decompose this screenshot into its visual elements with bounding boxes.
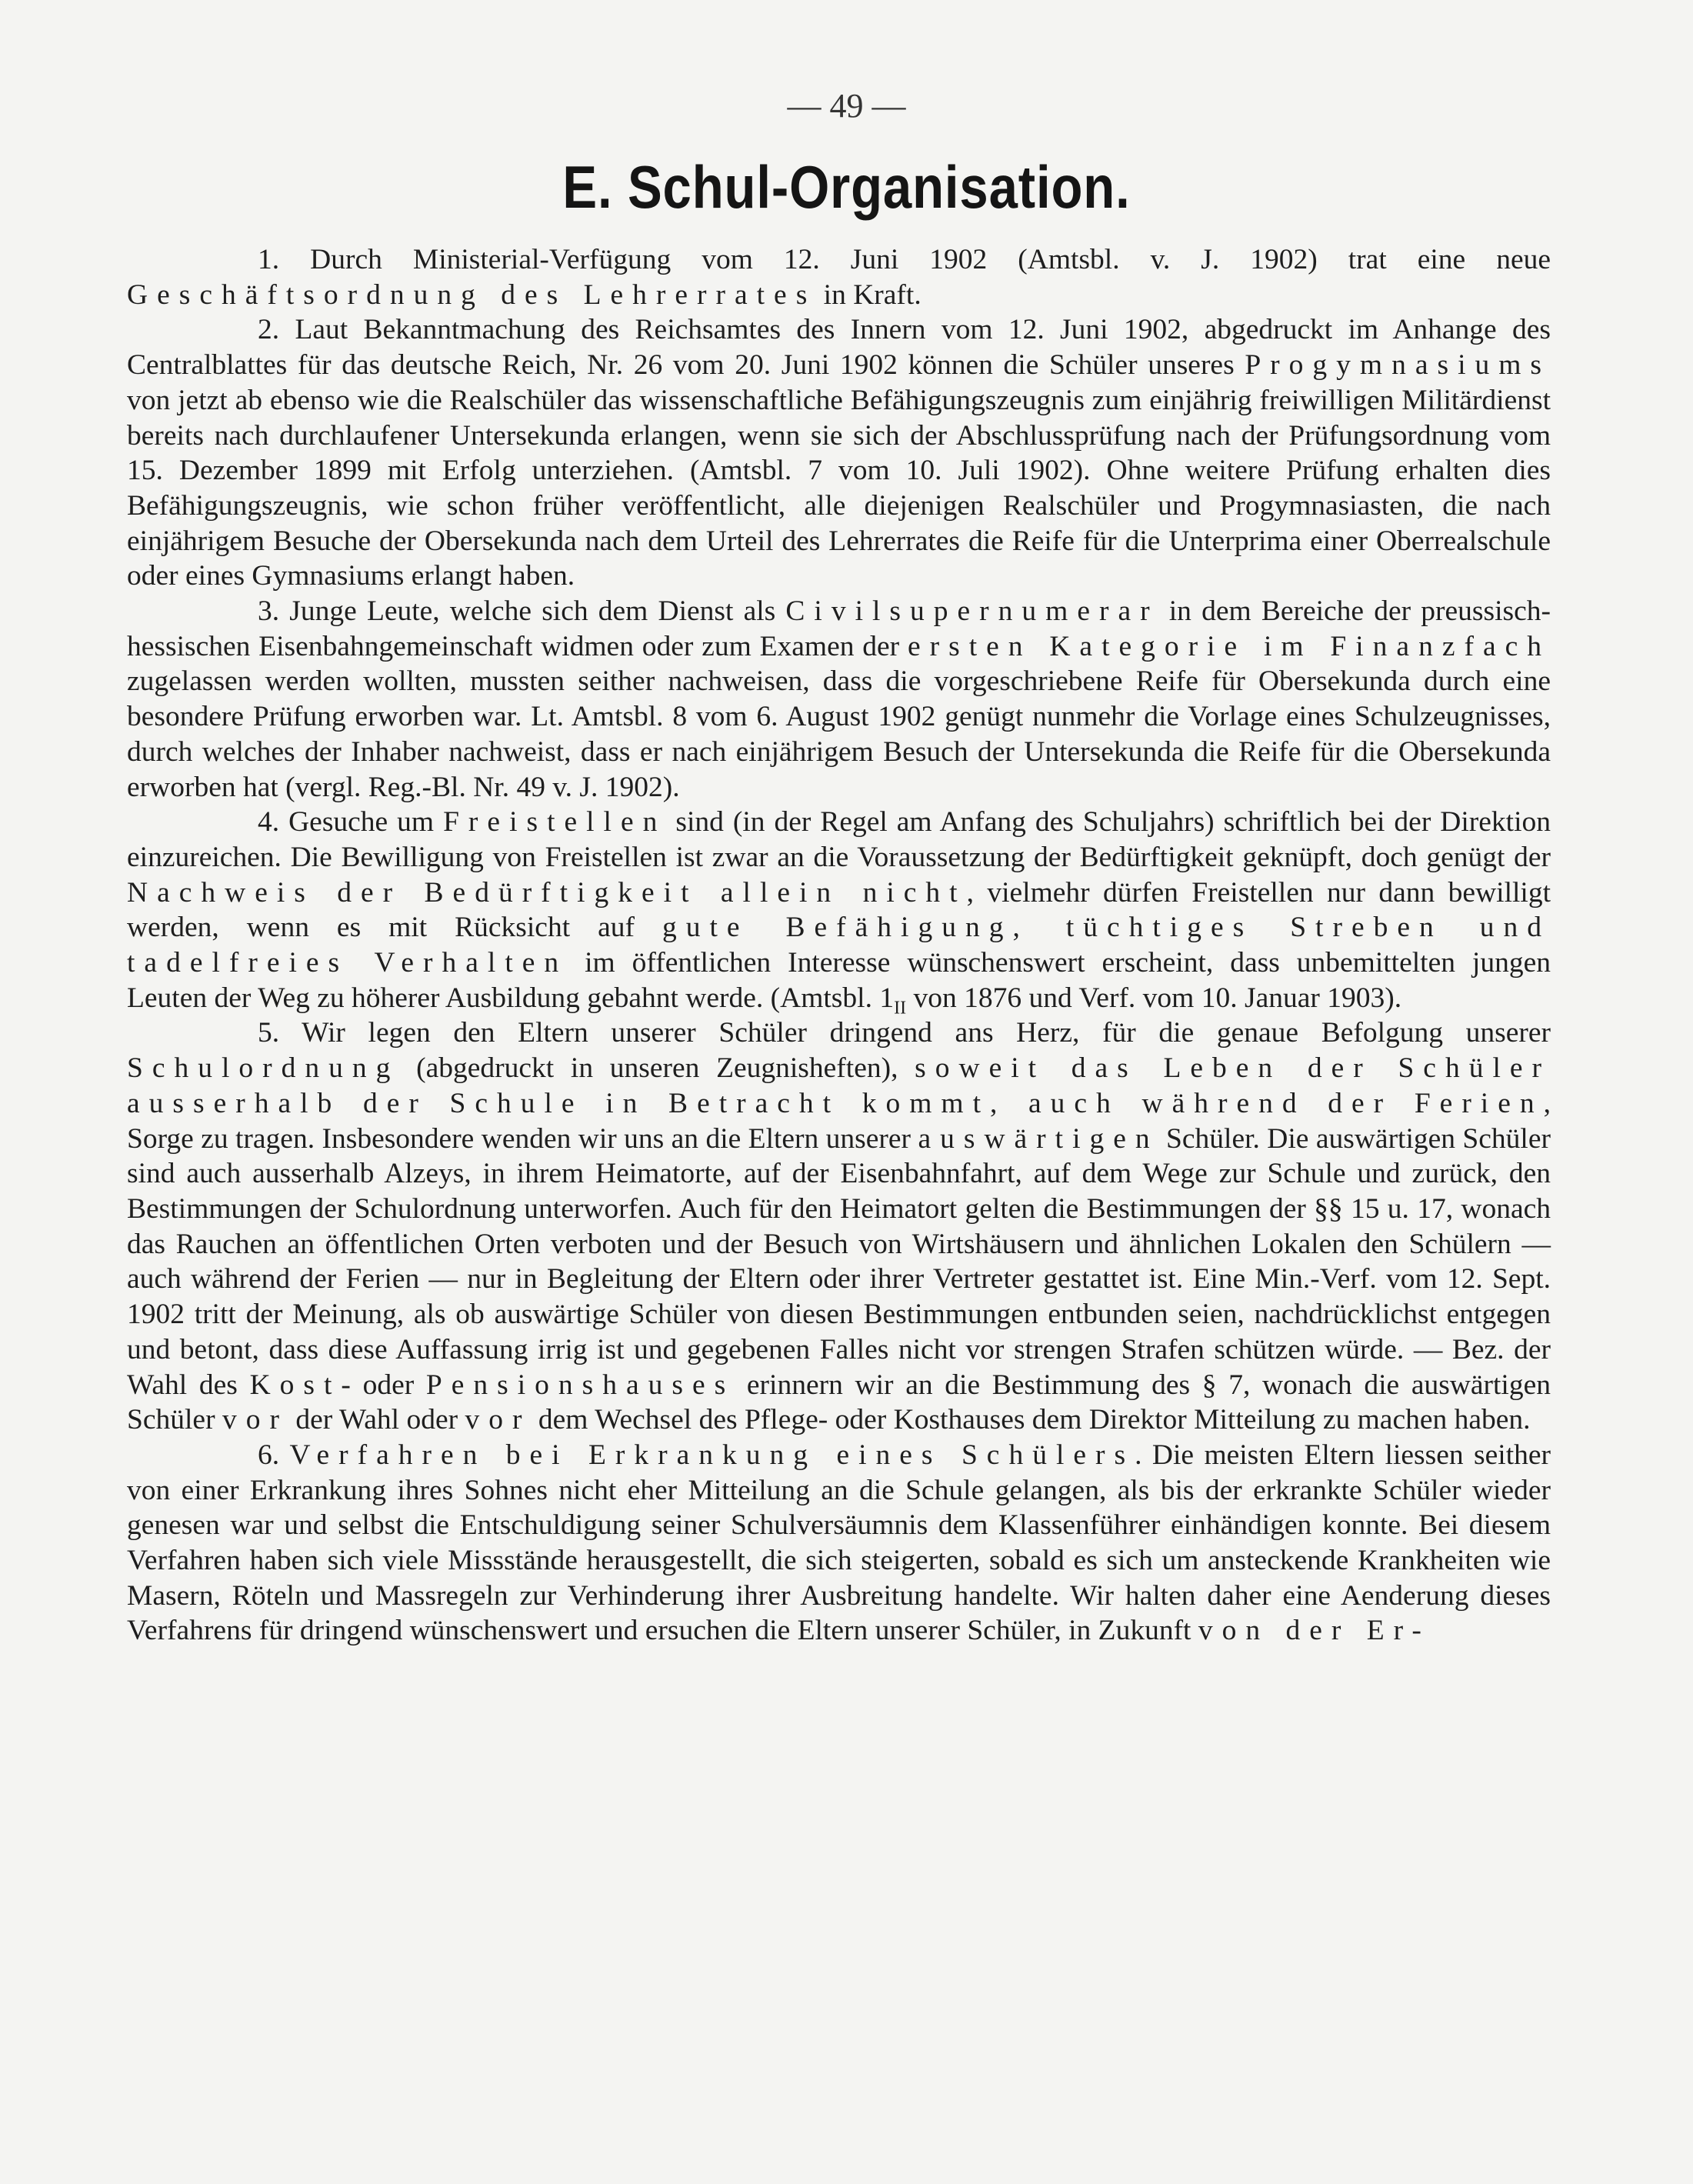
text-run: 4. Gesuche um — [258, 806, 444, 839]
emphasis-text: Verfahren bei Erkrankung eines Schülers — [289, 1439, 1135, 1471]
emphasis-text: soweit das Leben der Schüler ausserhalb der Schule in Betracht kommt, auch während der Ferien — [127, 1052, 1551, 1119]
page-title: E. Schul-Organisation. — [562, 153, 1131, 221]
text-run: von jetzt ab ebenso wie die Realschüler das wissenschaftliche Befähigungszeugnis zum einjährig freiwilligen Militärdienst bereits nach durchlaufener Untersekunda erlangen, wenn sie sich der Abschlussprüfung nach der Prüfungsordnung vom 15. Dezember 1899 mit Erfolg unterziehen. (Amtsbl. 7 vom 10. Juli 1902). Ohne weitere Prüfung erhalten dies Befähigungszeugnis, wie schon früher veröffentlicht, alle diejenigen Realschüler und Progymnasiasten, die nach einjährigem Besuche der Obersekunda nach dem Urteil des Lehrerrates die Reife für die Unterprima einer Oberrealschule oder eines Gymnasiums erlangt haben. — [127, 384, 1551, 592]
text-run: 3. Junge Leute, welche sich dem Dienst als — [258, 595, 786, 628]
emphasis-text: vor — [465, 1404, 532, 1436]
text-run: erinnern wir an die Bestimmung des § 7, wonach die auswärtigen Schüler — [127, 1369, 1551, 1436]
emphasis-text: Progymnasiums — [1245, 349, 1551, 382]
text-run: , vielmehr dürfen Freistellen nur dann bewilligt werden, wenn es mit Rücksicht auf — [127, 876, 1551, 944]
text-run: . Die meisten Eltern liessen seither von einer Erkrankung ihres Sohnes nicht eher Mitteilung an die Schule gelangen, als bis der erkrankte Schüler wieder genesen war und selbst die Entschuldigung seiner Schulversäumnis dem Klassenführer einhändigen konnte. Bei diesem Verfahren haben sich viele Missstände herausgestellt, die sich steigerten, sobald es sich um ansteckende Krankheiten wie Masern, Röteln und Massregeln zur Verhinderung ihrer Ausbreitung handelte. Wir halten daher eine Aenderung dieses Verfahrens für dringend wünschenswert und ersuchen die Eltern unserer Schüler, in Zukunft — [127, 1439, 1551, 1647]
body-text — [127, 242, 1551, 1649]
text-run: Schüler. Die auswärtigen Schüler sind auch ausserhalb Alzeys, in ihrem Heimatorte, auf der Eisenbahnfahrt, auf dem Wege zur Schule und zurück, den Bestimmungen der Schulordnung unterworfen. Auch für den Heimatort gelten die Bestimmungen der §§ 15 u. 17, wonach das Rauchen an öffentlichen Orten verboten und der Besuch von Wirtshäusern und ähnlichen Lokalen den Schülern — auch während der Ferien — nur in Begleitung der Eltern oder ihrer Vertreter gestattet ist. Eine Min.-Verf. vom 12. Sept. 1902 tritt der Meinung, als ob auswärtige Schüler von diesen Bestimmungen entbunden seien, nachdrücklichst entgegen und betont, dass diese Auffassung irrig ist und gegebenen Falles nicht vor strengen Strafen schützen würde. — Bez. der Wahl des — [127, 1122, 1551, 1401]
emphasis-text: von der Er- — [1198, 1615, 1431, 1647]
emphasis-text: vor — [222, 1404, 288, 1436]
page-number: — 49 — — [787, 87, 906, 125]
text-run: 2. Laut Bekanntmachung des Reichsamtes des Innern vom 12. Juni 1902, abgedruckt im Anhange des Centralblattes für das deutsche Reich, Nr. 26 vom 20. Juni 1902 können die Schüler unseres — [127, 314, 1551, 382]
emphasis-text: Nachweis der Bedürftigkeit allein nicht — [127, 876, 967, 909]
subscript-text: II — [894, 998, 907, 1019]
emphasis-text: Pensionshauses — [425, 1369, 735, 1401]
emphasis-text: gute Befähigung, tüchtiges Streben und tadelfreies Verhalten — [127, 912, 1551, 979]
text-run: - oder — [341, 1369, 426, 1401]
text-run: dem Wechsel des Pflege- oder Kosthauses dem Direktor Mitteilung zu machen haben. — [531, 1404, 1531, 1436]
text-run: 5. Wir legen den Eltern unserer Schüler dringend ans Herz, für die genaue Befolgung unserer — [258, 1017, 1551, 1049]
paragraph-4 — [127, 805, 1551, 1019]
text-run: im öffentlichen Interesse wünschenswert erscheint, dass unbemittelten jungen Leuten der Weg zu höherer Ausbildung gebahnt werde. (Amtsbl. 1 — [127, 947, 1551, 1014]
text-run: 1. Durch Ministerial-Verfügung vom 12. Juni 1902 (Amtsbl. v. J. 1902) trat eine neue — [258, 244, 1551, 275]
emphasis-text: Geschäftsordnung des Lehrerrates — [127, 278, 817, 311]
emphasis-text: Schulordnung — [127, 1052, 400, 1085]
text-run: (abgedruckt in unseren Zeugnisheften), — [399, 1052, 915, 1085]
emphasis-text: Freistellen — [443, 806, 667, 839]
emphasis-text: ersten Kategorie im Finanzfach — [907, 630, 1551, 662]
text-run: in Kraft. — [816, 278, 921, 311]
emphasis-text: auswärtigen — [918, 1122, 1159, 1155]
text-run: von 1876 und Verf. vom 10. Januar 1903). — [906, 982, 1402, 1014]
paragraph-6 — [127, 1438, 1551, 1649]
paragraph-2 — [127, 312, 1551, 594]
paragraph-5 — [127, 1015, 1551, 1437]
paragraph-1 — [127, 242, 1551, 312]
emphasis-text: Civilsupernumerar — [785, 595, 1159, 628]
text-run: , Sorge zu tragen. Insbesondere wenden wir uns an die Eltern unserer — [127, 1087, 1551, 1155]
text-run: zugelassen werden wollten, mussten seither nachweisen, dass die vorgeschriebene Reife für Obersekunda durch eine besondere Prüfung erworben war. Lt. Amtsbl. 8 vom 6. August 1902 genügt nunmehr die Vorlage eines Schulzeugnisses, durch welches der Inhaber nachweist, dass er nach einjährigem Besuch der Untersekunda die Reife für die Obersekunda erworben hat (vergl. Reg.-Bl. Nr. 49 v. J. 1902). — [127, 665, 1551, 803]
emphasis-text: Kost — [249, 1369, 342, 1401]
text-run: der Wahl oder — [288, 1404, 465, 1436]
text-run: in dem Bereiche der preussisch-hessischen Eisenbahngemeinschaft widmen oder zum Examen der — [127, 595, 1551, 662]
text-run: 6. — [258, 1439, 290, 1471]
paragraph-3 — [127, 594, 1551, 805]
text-run: sind (in der Regel am Anfang des Schuljahrs) schriftlich bei der Direktion einzureichen. Die Bewilligung von Freistellen ist zwar an die Voraussetzung der Bedürftigkeit geknüpft, doch genügt der — [127, 806, 1551, 873]
